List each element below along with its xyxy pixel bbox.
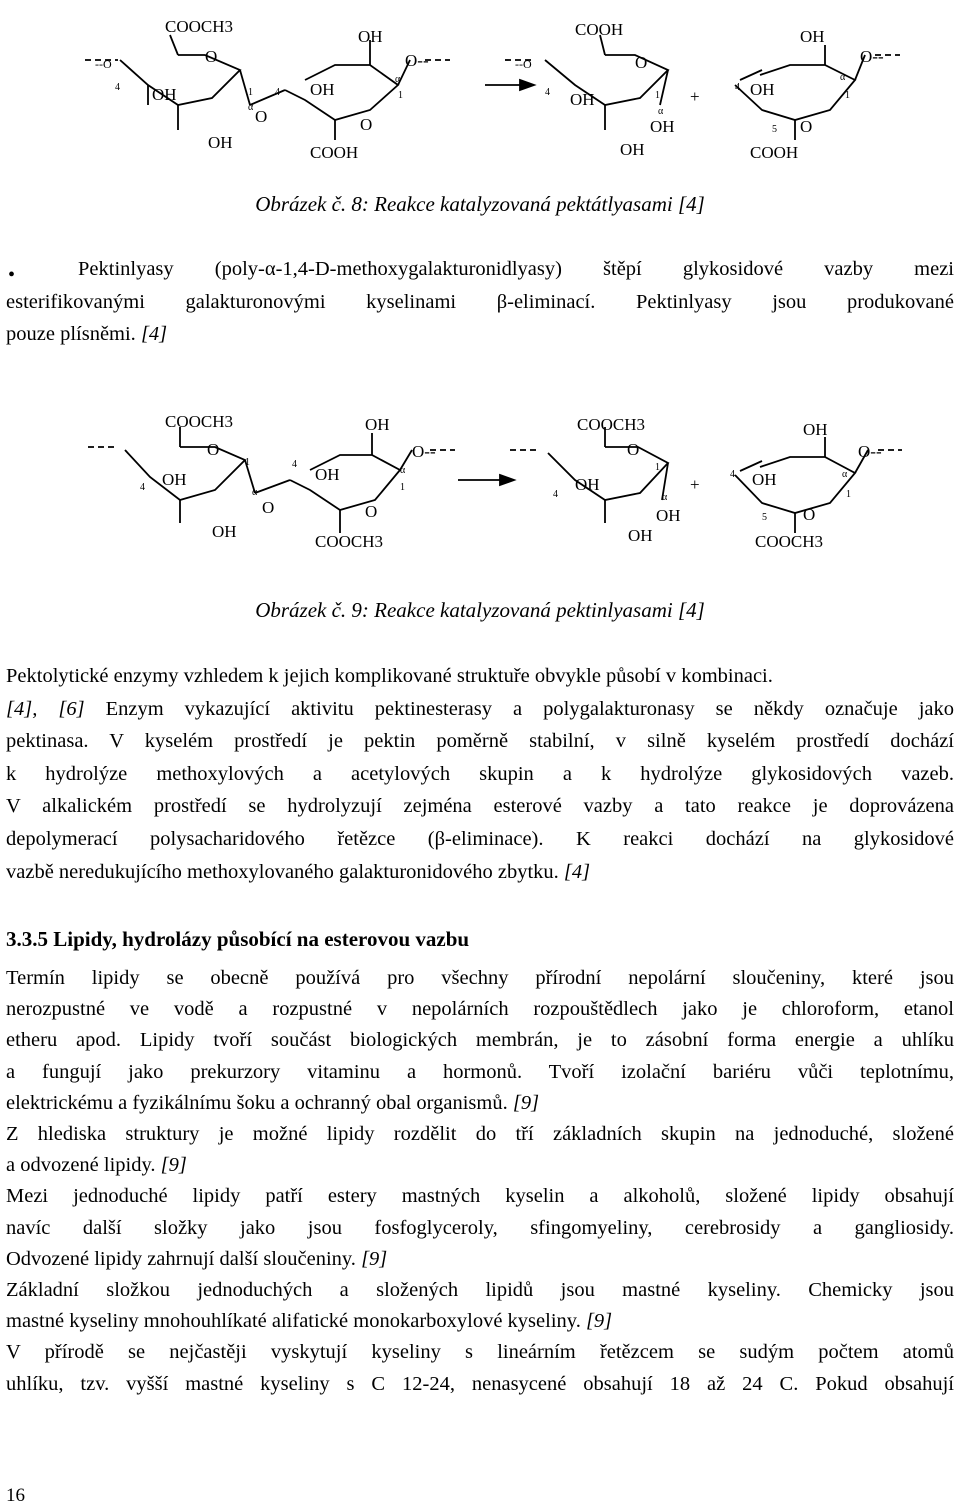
svg-text:+: +	[690, 475, 700, 494]
para2-line-9: navíc další složky jako jsou fosfoglyceroly, sfingomyeliny, cerebrosidy a gangliosidy.	[6, 1216, 954, 1239]
svg-text:O: O	[635, 53, 648, 72]
para2-line-5: elektrickému a fyzikálnímu šoku a ochranný obal organismů.	[6, 1091, 508, 1114]
svg-text:O: O	[360, 115, 373, 134]
svg-text:OH: OH	[575, 475, 600, 494]
fig8-product-cooh-label: COOH	[575, 20, 624, 39]
svg-text:4: 4	[553, 489, 558, 500]
svg-text:OH: OH	[628, 526, 653, 545]
svg-text:1: 1	[248, 87, 253, 98]
section-heading: 3.3.5 Lipidy, hydrolázy působící na esterovou vazbu	[6, 927, 470, 951]
svg-text:α: α	[662, 492, 668, 503]
paragraph-pectolytic	[6, 660, 954, 888]
bullet-line-1: Pektinlyasy (poly-α-1,4-D-methoxygalakturonidlyasy) štěpí glykosidové vazby mezi	[78, 258, 954, 280]
svg-text:OH: OH	[752, 470, 777, 489]
para1-line-7: vazbě neredukujícího methoxylovaného galakturonidového zbytku.	[6, 860, 559, 883]
bullet-icon: •	[8, 264, 16, 286]
svg-text:OH: OH	[208, 133, 233, 152]
svg-text:O--: O--	[860, 47, 884, 66]
para1-line-4: k hydrolýze methoxylových a acetylových skupin a k hydrolýze glykosidových vazeb.	[6, 762, 954, 785]
svg-text:OH: OH	[212, 522, 237, 541]
svg-text:O: O	[800, 117, 813, 136]
page-number: 16	[6, 1485, 25, 1506]
svg-text:O: O	[255, 107, 268, 126]
svg-text:4: 4	[735, 82, 740, 93]
para2-ref-12: [9]	[585, 1310, 613, 1333]
fig8-cooh-label: COOH	[310, 143, 359, 162]
svg-text:OH: OH	[656, 506, 681, 525]
para2-ref-5: [9]	[512, 1091, 540, 1114]
svg-text:4: 4	[292, 459, 297, 470]
svg-text:5: 5	[762, 512, 767, 523]
fig8-oh-label: OH	[358, 27, 383, 46]
para1-line-6: depolymerací polysacharidového řetězce (β-eliminace). K reakci dochází na glykosidové	[6, 827, 954, 850]
svg-text:OH: OH	[650, 117, 675, 136]
svg-text:O: O	[365, 502, 378, 521]
para2-line-6: Z hlediska struktury je možné lipidy rozdělit do tří základních skupin na jednoduché, složené	[6, 1123, 954, 1146]
svg-text:α: α	[658, 106, 664, 117]
svg-text:1: 1	[846, 489, 851, 500]
para1-line-5: V alkalickém prostředí se hydrolyzují zejména esterové vazby a tato reakce je doprovázena	[6, 795, 954, 818]
svg-text:O: O	[627, 440, 640, 459]
para1-ref-2: [4]	[563, 860, 591, 883]
para2-line-12: mastné kyseliny mnohouhlíkaté alifatické monokarboxylové kyseliny.	[6, 1310, 581, 1333]
svg-text:O: O	[803, 505, 816, 524]
para2-line-3: etheru apod. Lipidy tvoří součást biologických membrán, je to zásobní forma energie a uhlíku	[6, 1029, 954, 1052]
svg-text:α: α	[400, 465, 406, 476]
svg-text:O: O	[207, 440, 220, 459]
svg-text:4: 4	[115, 82, 120, 93]
svg-text:1: 1	[845, 90, 850, 101]
para2-ref-10: [9]	[361, 1247, 388, 1270]
svg-text:O: O	[205, 47, 218, 66]
figure-8-caption: Obrázek č. 8: Reakce katalyzovaná pektátlyasami [4]	[255, 192, 705, 216]
fig8-unsat-oh-label: OH	[800, 27, 825, 46]
para2-line-4: a fungují jako prekurzory vitaminu a hormonů. Tvoří izolační bariéru vůči teplotnímu,	[6, 1060, 954, 1083]
svg-text:4: 4	[730, 469, 735, 480]
para2-line-10: Odvozené lipidy zahrnují další sloučeniny.	[6, 1247, 356, 1270]
fig9-unsat-cooch3-label: COOCH3	[755, 532, 824, 551]
para2-line-11: Základní složkou jednoduchých a složených lipidů jsou mastné kyseliny. Chemicky jsou	[6, 1279, 954, 1302]
bullet-line-2: esterifikovanými galakturonovými kyselinami β-eliminací. Pektinlyasy jsou produkované	[6, 290, 954, 313]
para1-line-1: Pektolytické enzymy vzhledem k jejich komplikované struktuře obvykle působí v kombinaci.	[6, 665, 773, 687]
para2-line-2: nerozpustné ve vodě a rozpustné v nepolárních rozpouštědlech jako je chloroform, etanol	[6, 998, 954, 1021]
para2-line-1: Termín lipidy se obecně používá pro všechny přírodní nepolární sloučeniny, které jsou	[6, 967, 954, 989]
para2-line-7: a odvozené lipidy.	[6, 1154, 156, 1177]
fig9-oh-label: OH	[365, 415, 390, 434]
para2-ref-7: [9]	[160, 1154, 187, 1177]
para1-line-3: pektinasa. V kyselém prostředí je pektin poměrně stabilní, v silně kyselém prostředí dochází	[6, 730, 954, 753]
svg-text:OH: OH	[570, 90, 595, 109]
figure-8-reaction-scheme	[0, 10, 960, 170]
svg-text:1: 1	[398, 90, 403, 101]
para1-line-2: Enzym vykazující aktivitu pektinesterasy a polygalakturonasy se někdy označuje jako	[84, 697, 954, 720]
svg-text:OH: OH	[315, 465, 340, 484]
svg-text:1: 1	[655, 90, 660, 101]
svg-text:5: 5	[772, 124, 777, 135]
svg-text:α: α	[252, 487, 258, 498]
para1-ref-1: [4], [6]	[6, 697, 85, 720]
fig9-unsat-oh-label: OH	[803, 420, 828, 439]
svg-text:--O: --O	[515, 57, 532, 71]
figure-9-caption: Obrázek č. 9: Reakce katalyzovaná pektinlyasami [4]	[255, 598, 705, 622]
fig8-unsat-cooh-label: COOH	[750, 143, 799, 162]
svg-text:α: α	[395, 74, 401, 85]
svg-text:1: 1	[245, 457, 250, 468]
svg-text:α: α	[842, 469, 848, 480]
figure-9-reaction-scheme	[0, 405, 960, 560]
svg-text:--O: --O	[95, 57, 112, 71]
fig9-cooch3-bottom-label: COOCH3	[315, 532, 384, 551]
para2-line-14: uhlíku, tzv. vyšší mastné kyseliny s C 12-24, nenasycené obsahují 18 až 24 C. Pokud obsahují	[6, 1372, 954, 1395]
svg-text:4: 4	[275, 87, 280, 98]
bullet-paragraph	[6, 253, 954, 351]
svg-text:OH: OH	[620, 140, 645, 159]
svg-text:O: O	[262, 498, 275, 517]
svg-text:+: +	[690, 87, 700, 106]
bullet-line-3: pouze plísněmi.	[6, 323, 136, 346]
para2-line-13: V přírodě se nejčastěji vyskytují kyseliny s lineárním řetězcem se sudým počtem atomů	[6, 1341, 954, 1364]
svg-text:O--: O--	[405, 51, 429, 70]
bullet-ref: [4]	[140, 323, 168, 346]
svg-text:α: α	[840, 72, 846, 83]
para2-line-8: Mezi jednoduché lipidy patří estery mastných kyselin a alkoholů, složené lipidy obsahují	[6, 1185, 954, 1208]
svg-text:OH: OH	[162, 470, 187, 489]
svg-text:OH: OH	[750, 80, 775, 99]
paragraph-lipids	[6, 963, 954, 1400]
svg-text:1: 1	[400, 482, 405, 493]
fig9-cooch3-label: COOCH3	[165, 412, 234, 431]
svg-text:4: 4	[545, 87, 550, 98]
fig8-cooch3-label: COOCH3	[165, 17, 234, 36]
svg-text:α: α	[248, 102, 254, 113]
svg-text:1: 1	[655, 462, 660, 473]
svg-text:O--: O--	[412, 442, 436, 461]
fig9-product-cooch3-label: COOCH3	[577, 415, 646, 434]
svg-text:OH: OH	[310, 80, 335, 99]
svg-text:4: 4	[140, 482, 145, 493]
svg-text:O--: O--	[858, 442, 882, 461]
svg-text:OH: OH	[152, 85, 177, 104]
